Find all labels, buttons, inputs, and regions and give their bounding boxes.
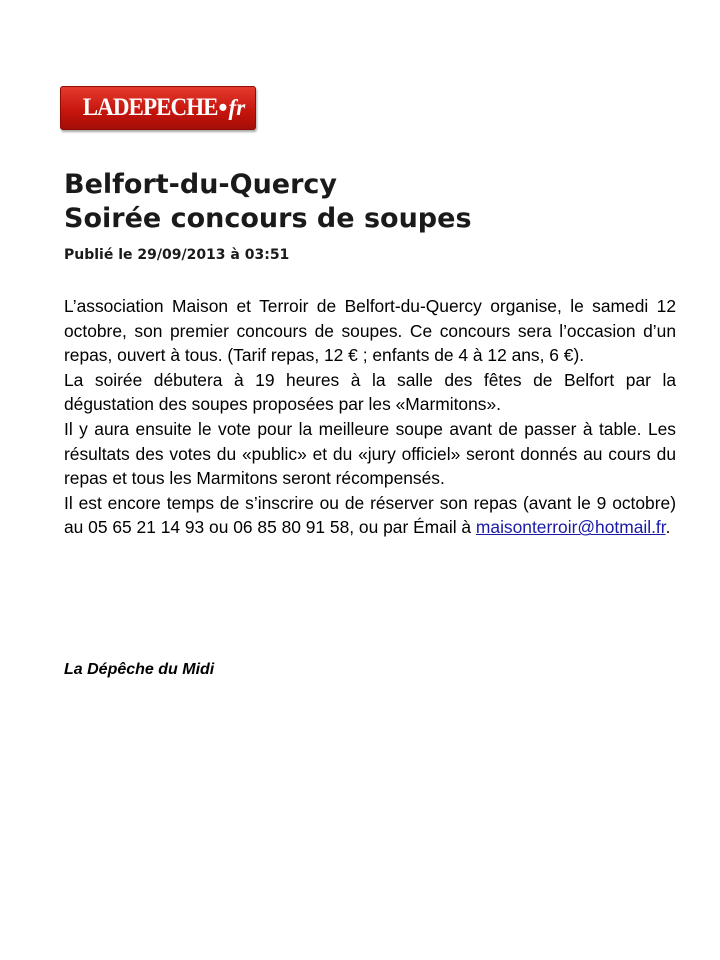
logo-dot: • <box>218 93 228 122</box>
article-title <box>64 168 472 236</box>
article-body <box>64 294 676 540</box>
publication-date: Publié le 29/09/2013 à 03:51 <box>64 247 290 263</box>
article-title-subject: Soirée concours de soupes <box>64 203 472 234</box>
logo-domain: fr <box>228 95 246 120</box>
logo-wordmark: LADEPECHE <box>82 94 218 121</box>
article-paragraph: La soirée débutera à 19 heures à la salle des fêtes de Belfort par la dégustation des soupes proposées par les «Marmitons». <box>64 369 676 415</box>
contact-text-end: . <box>665 517 671 538</box>
article-paragraph-contact <box>64 491 676 540</box>
article-paragraph: L’association Maison et Terroir de Belfort-du-Quercy organise, le samedi 12 octobre, son premier concours de soupes. Ce concours sera l’occasion d’un repas, ouvert à tous. (Tarif repas, 12 € ; enfants de 4 à 12 ans, 6 €). <box>64 296 676 366</box>
contact-text: Il est encore temps de s’inscrire ou de réserver son repas (avant le 9 octobre) au 05 65 21 14 93 ou 06 85 80 91 58, ou par Émail à <box>64 492 676 538</box>
article-title-location: Belfort-du-Quercy <box>64 169 338 200</box>
article-signature: La Dépêche du Midi <box>64 661 215 678</box>
article-paragraph: Il y aura ensuite le vote pour la meilleure soupe avant de passer à table. Les résultats des votes du «public» et du «jury officiel» seront donnés au cours du repas et tous les Marmitons seront récompensés. <box>64 418 676 489</box>
ladepeche-logo <box>60 86 256 130</box>
email-link[interactable]: maisonterroir@hotmail.fr <box>475 517 666 538</box>
